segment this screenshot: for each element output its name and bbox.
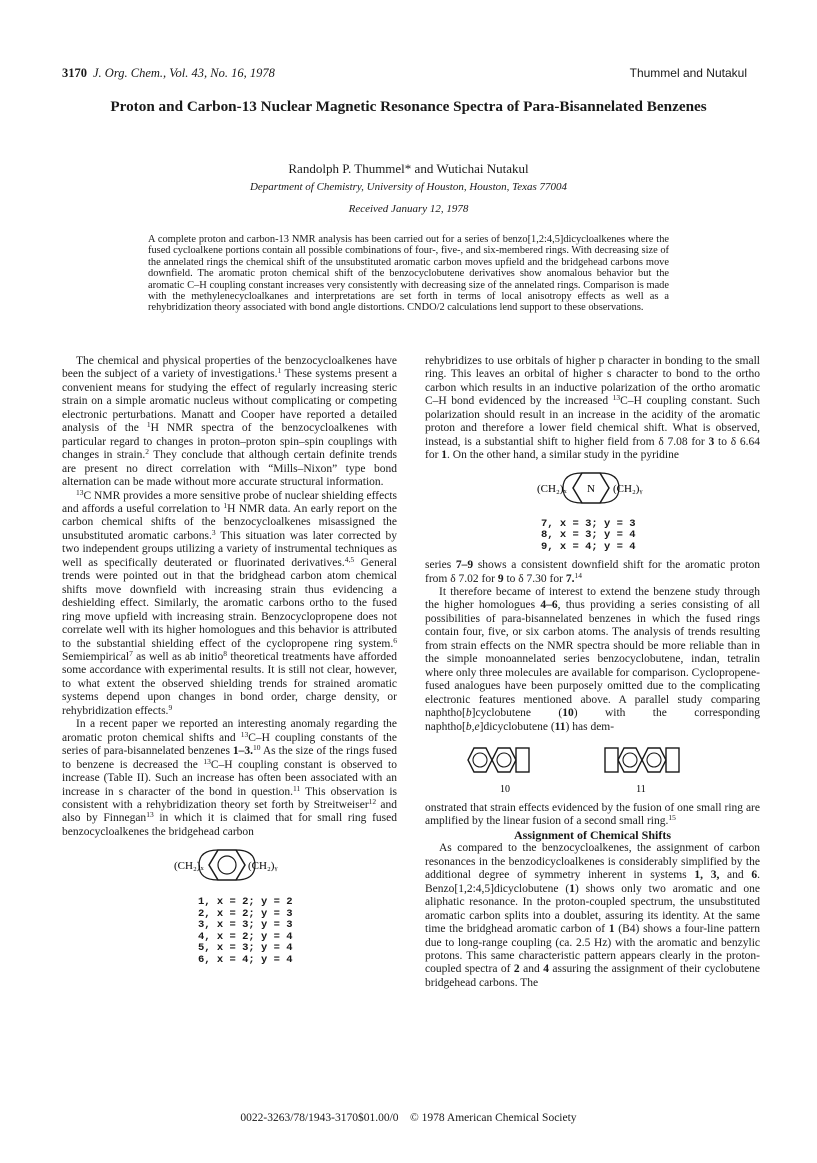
ring-label-y: (CH₂)ᵧ <box>613 482 643 495</box>
pyridine-structure <box>425 469 760 513</box>
page-number: 3170 <box>62 66 87 80</box>
compound-entry: 3, x = 3; y = 3 <box>198 919 293 932</box>
compound-entry: 8, x = 3; y = 4 <box>541 529 636 542</box>
paragraph: $^{13}$C NMR provides a more sensitive probe of nuclear shielding effects and affords a useful correlation to $^1$H NMR data. An early report on the carbon chemical shifts of the benzocycloalkenes misassigned the unsubstituted aromatic carbons.$^3$ This situation was later corrected by two independent groups utilizing a variety of instrumental techniques as well as specifically deuterated or fluorinated derivatives.$^{4,5}$ General trends were pointed out in that the bridghead carbon atom chemical shifts move downfield with increasing strain thus evidencing a deshielding effect. Similarly, the aromatic carbons ortho to the fused ring move upfield with increasing strain. Benzocyclopropene does not correlate well with its higher homologues and this behavior is attributed to the substantial shielding effect of the cyclopropene ring system.$^6$ Semiempirical$^7$ as well as ab initio$^8$ theoretical treatments have afforded some accordance with experimental results. It is still not clear, however, to what extent the observed shielding trends for strained aromatic systems depend upon changes in bond order, charge density, or rehybridization effects.$^9$ <box>62 487 398 717</box>
ring-label-y: (CH₂)ᵧ <box>248 860 278 873</box>
received-date: Received January 12, 1978 <box>348 203 469 215</box>
running-header-left <box>62 66 275 81</box>
paragraph: series 7–9 shows a consistent downfield shift for the aromatic proton from δ 7.02 for 9 to δ 7.30 for 7.14 <box>425 559 761 585</box>
structure-label-11: 11 <box>636 784 646 796</box>
compound-entry: 5, x = 3; y = 4 <box>198 942 293 955</box>
paragraph: onstrated that strain effects evidenced by the fusion of one small ring are amplified by the linear fusion of a second small ring.$^{15}$ <box>425 802 760 828</box>
article-title: Proton and Carbon-13 Nuclear Magnetic Resonance Spectra of Para-Bisannelated Benzenes <box>110 98 707 115</box>
compound-entry: 4, x = 2; y = 4 <box>198 930 293 943</box>
nitrogen-label: N <box>587 482 595 495</box>
compound-entry: 6, x = 4; y = 4 <box>198 953 293 966</box>
paragraph: As compared to the benzocycloalkenes, the assignment of carbon resonances in the benzodicycloalkenes is considerably simplified by the additional degree of symmetry inherent in systems 1, 3, and 6. Benzo[1,2:4,5]dicyclobutene (1) shows only two aromatic and one aliphatic resonance. In the proton-coupled spectrum, the unsubstituted aromatic carbon splits into a doublet, assuring its identity. At the same time the bridghead aromatic carbon of 1 (B4) shows a four-line pattern due to long-range coupling (ca. 2.5 Hz) with the aromatic and benzylic protons. This same characteristic pattern appears clearly in the proton-coupled spectra of 2 and 4 assuring the assignment of their cyclobutene bridgehead carbons. The <box>425 842 761 989</box>
compound-list <box>62 897 397 966</box>
right-column <box>425 355 760 990</box>
page-footer <box>0 1112 817 1124</box>
paragraph: rehybridizes to use orbitals of higher p character in bonding to the small ring. This leaves an orbital of higher s character to bond to the ortho carbon which results in an inductive polarization of the ortho aromatic C–H bond evidenced by the increased $^{13}$C–H coupling constant. Such polarization should result in an increase in the acidity of the aromatic proton and therefore a lower field chemical shift. What is observed, instead, is a substantial shift to higher field from δ 7.08 for 3 to δ 6.64 for 1. On the other hand, a similar study in the pyridine <box>425 355 760 462</box>
journal-citation: J. Org. Chem., Vol. 43, No. 16, 1978 <box>93 66 275 80</box>
compound-entry: 2, x = 2; y = 3 <box>198 907 293 920</box>
section-heading: Assignment of Chemical Shifts <box>513 827 671 842</box>
ring-label-x: (CH₂)ₓ <box>174 860 204 873</box>
article-code: 0022-3263/78/1943-3170$01.00/0 <box>240 1112 399 1124</box>
affiliation: Department of Chemistry, University of Houston, Houston, Texas 77004 <box>249 181 568 193</box>
article-authors: Randolph P. Thummel* and Wutichai Nutakul <box>288 161 529 176</box>
bisannelated-benzene-structure <box>62 845 397 891</box>
pyridine-compound-list <box>425 519 760 554</box>
abstract: A complete proton and carbon-13 NMR analysis has been carried out for a series of benzo[1,2:4,5]dicycloalkenes where the fused cycloalkene portions contain all possible combinations of four-, five-, and six-membered rings. With decreasing size of the annelated rings the chemical shift of the unsubstituted aromatic carbon moves upfield and the bridgehead carbons move downfield. The aromatic proton chemical shift of the benzocyclobutene derivatives show anomalous behavior but the aromatic C–H coupling constant increases very consistently with decreasing size of the annelated rings. Comparison is made with the methylenecycloalkanes and interpretations are set forth in terms of local anisotropy effects as well as a rehybridization theory associated with bond angle distortions. CNDO/2 calculations lend support to these observations. <box>148 234 669 314</box>
paragraph: The chemical and physical properties of the benzocycloalkenes have been the subject of a variety of investigations.$^1$ These systems present a convenient means for studying the effect of regularly increasing steric strain on a simple aromatic nucleus without complicating or competing electronic perturbations. Manatt and Cooper have reported a detailed analysis of the $^1$H NMR spectra of the benzocycloalkenes with particular regard to changes in proton–proton spin–spin couplings with changes in strain.$^2$ They conclude that although certain definite trends are present no direct correlation with “Mills–Nixon” type bond alternation can be made without more accurate structural information. <box>62 355 397 489</box>
compound-entry: 1, x = 2; y = 2 <box>198 896 293 909</box>
compound-entry: 9, x = 4; y = 4 <box>541 540 636 553</box>
copyright: © 1978 American Chemical Society <box>410 1112 577 1124</box>
ring-label-x: (CH₂)ₓ <box>537 482 567 495</box>
running-authors: Thummel and Nutakul <box>629 66 747 80</box>
naphthocyclobutene-structures <box>425 740 760 796</box>
paragraph: It therefore became of interest to extend the benzene study through the higher homologues 4–6, thus providing a series consisting of all possibilities of para-bisannelated benzenes in which the fused rings contain four, five, or six carbon atoms. The analysis of trends resulting from strain effects on the NMR spectra should be more reliable than in the simple monoannelated series benzocyclobutene, indan, tetralin where only three molecules are available for comparison. Cyclopropene-fused analogues have been purposely omitted due to the complicating electronic features mentioned above. A parallel study comparing naphtho[b]cyclobutene (10) with the corresponding naphtho[b,e]dicyclobutene (11) has dem- <box>425 586 760 733</box>
left-column <box>62 355 397 966</box>
structure-label-10: 10 <box>500 784 510 796</box>
paragraph: In a recent paper we reported an interesting anomaly regarding the aromatic proton chemical shifts and $^{13}$C–H coupling constants of the series of para-bisannelated benzenes 1–3.10 As the size of the rings fused to benzene is decreased the $^{13}$C–H coupling constant is observed to increase (Table II). Such an increase has often been associated with an increase in s character of the bond in question.$^{11}$ This observation is consistent with a rehybridization theory set forth by Streitweiser$^{12}$ and also by Finnegan$^{13}$ in which it is claimed that for small ring fused benzocycloalkenes the bridgehead carbon <box>62 718 398 838</box>
compound-entry: 7, x = 3; y = 3 <box>541 517 636 530</box>
